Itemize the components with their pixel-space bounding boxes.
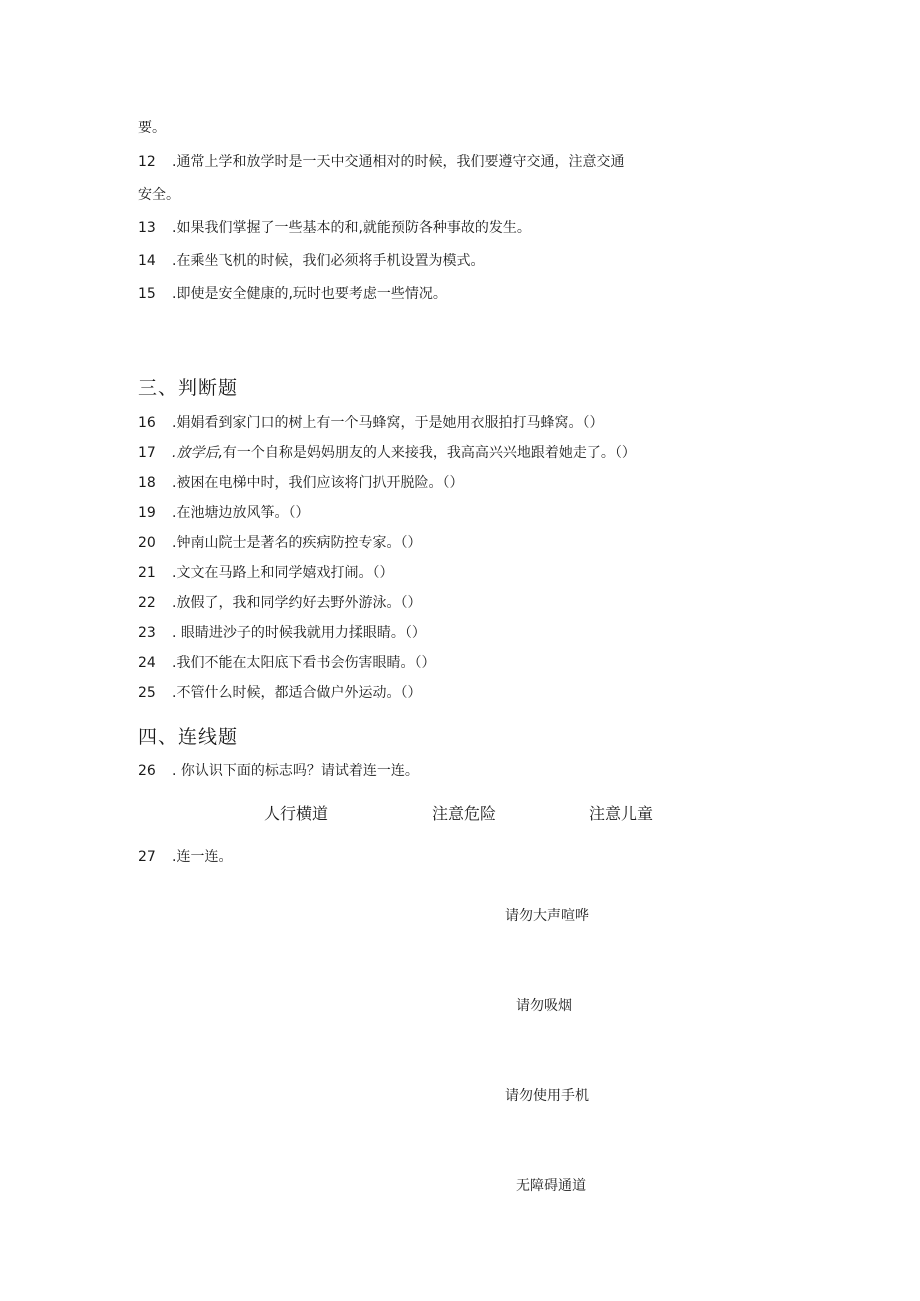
question-24 bbox=[138, 654, 435, 672]
match-label-no-smoking: 请勿吸烟 bbox=[516, 998, 572, 1014]
sign-label-children: 注意儿童 bbox=[589, 804, 654, 823]
question-number: 26 bbox=[138, 763, 156, 779]
question-number: 22 bbox=[138, 595, 156, 611]
question-text: . 你认识下面的标志吗？请试着连一连。 bbox=[172, 763, 419, 779]
question-16 bbox=[138, 414, 603, 432]
question-number: 18 bbox=[138, 475, 156, 491]
question-number: 23 bbox=[138, 625, 156, 641]
question-number: 19 bbox=[138, 505, 156, 521]
question-text: .连一连。 bbox=[172, 849, 233, 865]
question-number: 12 bbox=[138, 154, 156, 170]
question-26 bbox=[138, 762, 419, 780]
question-text: .即使是安全健康的,玩时也要考虑一些情况。 bbox=[172, 286, 447, 302]
question-text: 有一个自称是妈妈朋友的人来接我，我高高兴兴地跟着她走了。（） bbox=[222, 445, 636, 461]
question-13 bbox=[138, 219, 531, 237]
question-text: .娟娟看到家门口的树上有一个马蜂窝，于是她用衣服拍打马蜂窝。（） bbox=[172, 415, 604, 431]
question-text: . 眼睛进沙子的时候我就用力揉眼睛。（） bbox=[172, 625, 426, 641]
question-25 bbox=[138, 684, 421, 702]
question-text-italic: .放学后, bbox=[172, 445, 223, 461]
question-15 bbox=[138, 285, 447, 303]
question-text: .在乘坐飞机的时候，我们必须将手机设置为模式。 bbox=[172, 253, 485, 269]
question-22 bbox=[138, 594, 421, 612]
section-3-heading: 三、判断题 bbox=[138, 377, 239, 399]
question-21 bbox=[138, 564, 393, 582]
question-text: .我们不能在太阳底下看书会伤害眼睛。（） bbox=[172, 655, 436, 671]
question-18 bbox=[138, 474, 463, 492]
question-text: .放假了，我和同学约好去野外游泳。（） bbox=[172, 595, 422, 611]
question-12-continuation: 安全。 bbox=[138, 187, 180, 203]
question-number: 15 bbox=[138, 286, 156, 302]
question-text: .通常上学和放学时是一天中交通相对的时候，我们要遵守交通，注意交通 bbox=[172, 154, 625, 170]
match-label-no-phone: 请勿使用手机 bbox=[505, 1088, 589, 1104]
question-19 bbox=[138, 504, 309, 522]
match-label-accessible-path: 无障碍通道 bbox=[516, 1178, 586, 1194]
question-number: 13 bbox=[138, 220, 156, 236]
sign-label-crosswalk: 人行横道 bbox=[264, 804, 329, 823]
question-text: .如果我们掌握了一些基本的和,就能预防各种事故的发生。 bbox=[172, 220, 531, 236]
question-number: 14 bbox=[138, 253, 156, 269]
question-17 bbox=[138, 444, 636, 462]
question-number: 17 bbox=[138, 445, 156, 461]
question-text: .在池塘边放风筝。（） bbox=[172, 505, 310, 521]
question-27 bbox=[138, 848, 232, 866]
match-label-no-noise: 请勿大声喧哗 bbox=[505, 908, 589, 924]
question-number: 25 bbox=[138, 685, 156, 701]
question-text: .不管什么时候，都适合做户外运动。（） bbox=[172, 685, 422, 701]
question-20 bbox=[138, 534, 421, 552]
question-text: .被困在电梯中时，我们应该将门扒开脱险。（） bbox=[172, 475, 464, 491]
question-number: 27 bbox=[138, 849, 156, 865]
question-number: 21 bbox=[138, 565, 156, 581]
section-4-heading: 四、连线题 bbox=[138, 726, 239, 748]
question-text: .钟南山院士是著名的疾病防控专家。（） bbox=[172, 535, 422, 551]
question-number: 24 bbox=[138, 655, 156, 671]
continuation-text: 要。 bbox=[138, 120, 166, 136]
question-14 bbox=[138, 252, 484, 270]
sign-label-danger: 注意危险 bbox=[432, 804, 497, 823]
question-text: .文文在马路上和同学嬉戏打闹。（） bbox=[172, 565, 394, 581]
question-23 bbox=[138, 624, 426, 642]
question-number: 20 bbox=[138, 535, 156, 551]
question-12 bbox=[138, 153, 624, 171]
question-number: 16 bbox=[138, 415, 156, 431]
